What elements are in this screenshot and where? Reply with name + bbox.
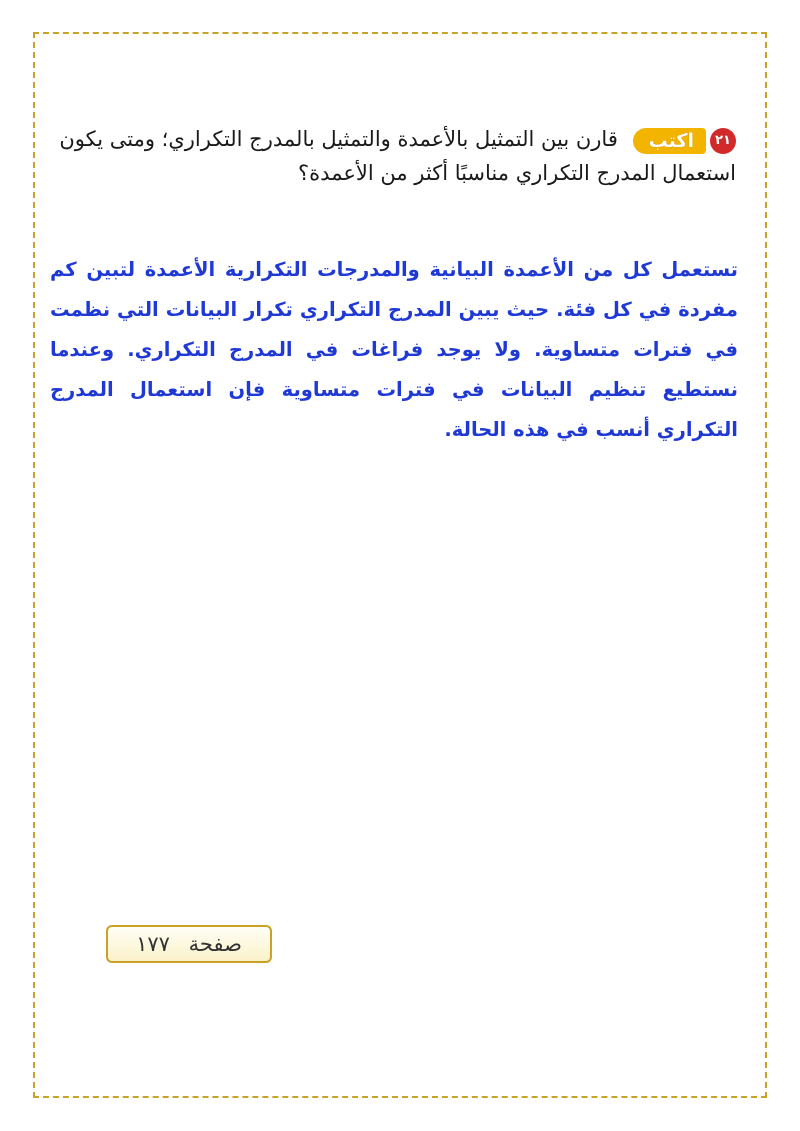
page-number: ١٧٧ bbox=[136, 932, 170, 956]
write-tag-label: اكتب bbox=[633, 128, 706, 154]
exercise-question bbox=[56, 122, 736, 190]
page-label-word: صفحة bbox=[188, 932, 242, 956]
question-text: قارن بين التمثيل بالأعمدة والتمثيل بالمدرج التكراري؛ ومتى يكون استعمال المدرج التكراري مناسبًا أكثر من الأعمدة؟ bbox=[59, 127, 736, 185]
question-number-badge: ٢١ bbox=[710, 128, 736, 154]
answer-text: تستعمل كل من الأعمدة البيانية والمدرجات التكرارية الأعمدة لتبين كم مفردة في كل فئة. حيث يبين المدرج التكراري تكرار البيانات التي نظمت في فترات متساوية. ولا يوجد فراغات في المدرج التكراري. وعندما نستطيع تنظيم البيانات في فترات متساوية فإن استعمال المدرج التكراري أنسب في هذه الحالة. bbox=[50, 258, 738, 441]
page-number-label bbox=[106, 925, 272, 963]
